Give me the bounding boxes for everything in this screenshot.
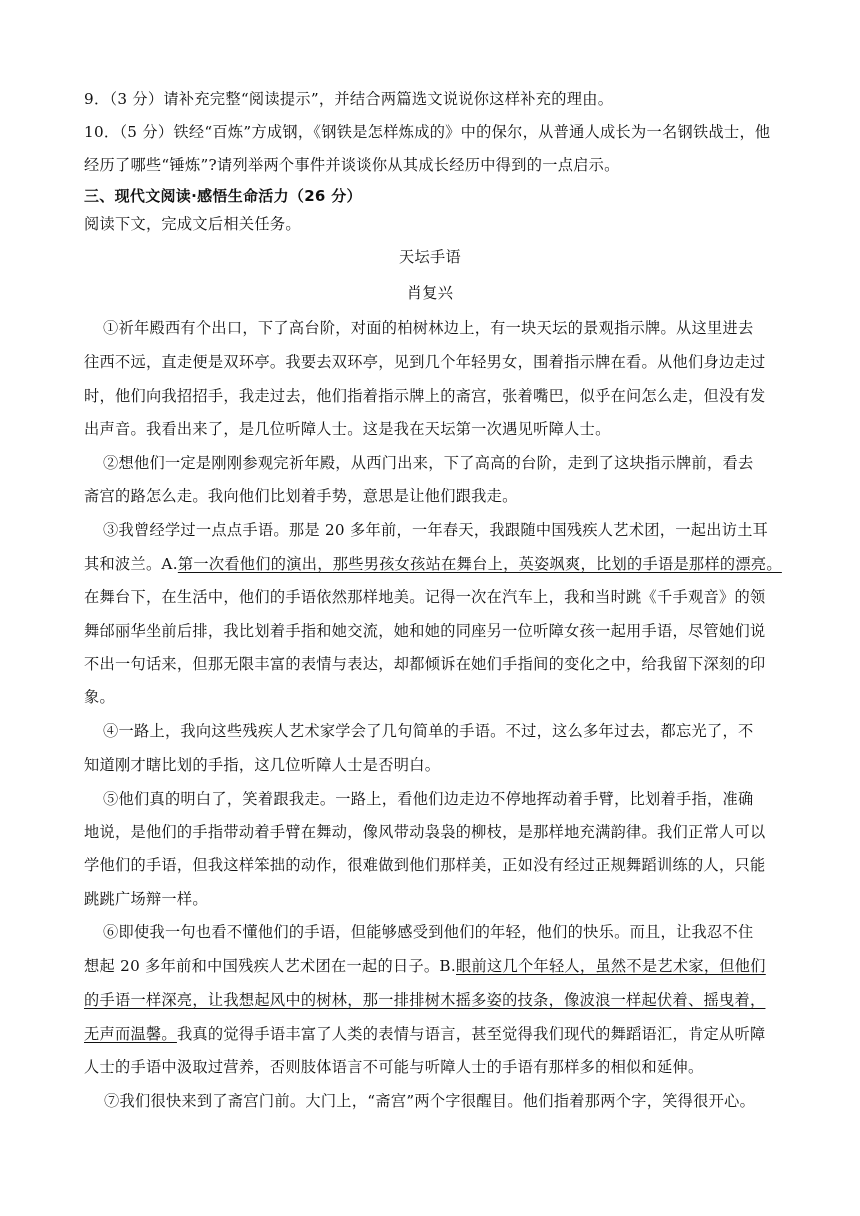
paragraph-1-line-3: 时，他们向我招招手，我走过去，他们指着指示牌上的斋宫，张着嘴巴，似乎在问怎么走，但没有发 xyxy=(84,387,766,405)
paragraph-3-line-3: 在舞台下，在生活中，他们的手语依然那样地美。记得一次在汽车上，我和当时跳《千手观音》的领 xyxy=(84,588,766,606)
article-title: 天坛手语 xyxy=(399,248,461,266)
paragraph-4-line-2: 知道刚才瞎比划的手指，这几位听障人士是否明白。 xyxy=(84,756,441,774)
paragraph-6-line-2 xyxy=(84,956,784,976)
paragraph-6-line-5: 人士的手语中汲取过营养，否则肢体语言不可能与听障人士的手语有那样多的相似和延伸。 xyxy=(84,1058,704,1076)
paragraph-5-line-2: 地说，是他们的手指带动着手臂在舞动，像风带动袅袅的柳枝，是那样地充满韵律。我们正常人可以 xyxy=(84,823,766,841)
paragraph-6-line-4 xyxy=(84,1024,784,1044)
paragraph-3-line-2-lead: 其和波兰。A. xyxy=(84,555,178,573)
paragraph-2-line-2: 斋宫的路怎么走。我向他们比划着手势，意思是让他们跟我走。 xyxy=(84,487,518,505)
paragraph-3-line-2 xyxy=(84,554,784,574)
underlined-sentence-b-part-1: 眼前这几个年轻人，虽然不是艺术家，但他们 xyxy=(456,957,766,975)
underlined-sentence-a: 第一次看他们的演出，那些男孩女孩站在舞台上，英姿飒爽，比划的手语是那样的漂亮。 xyxy=(177,555,782,573)
paragraph-3-line-5: 不出一句话来，但那无限丰富的表情与表达，却都倾诉在她们手指间的变化之中，给我留下深刻的印 xyxy=(84,655,766,673)
underlined-sentence-b-part-3: 无声而温馨。 xyxy=(84,1025,177,1043)
question-10-line-2: 经历了哪些“锤炼”?请列举两个事件并谈谈你从其成长经历中得到的一点启示。 xyxy=(84,156,620,174)
paragraph-5-line-3: 学他们的手语，但我这样笨拙的动作，很难做到他们那样美，正如没有经过正规舞蹈训练的人，只能 xyxy=(84,856,766,874)
paragraph-5-line-4: 跳跳广场辩一样。 xyxy=(84,890,208,908)
question-10-line-1: 10．（5 分）铁经“百炼”方成钢，《钢铁是怎样炼成的》中的保尔，从普通人成长为一名钢铁战士，他 xyxy=(84,123,771,141)
paragraph-3-line-6: 象。 xyxy=(84,688,115,706)
underlined-sentence-b-part-2: 的手语一样深亮，让我想起风中的树林，那一排排树木摇多姿的技条，像波浪一样起伏着、摇曳着， xyxy=(84,991,766,1009)
paragraph-1-line-1: ①祈年殿西有个出口，下了高台阶，对面的柏树林边上，有一块天坛的景观指示牌。从这里进去 xyxy=(103,319,754,337)
paragraph-3-line-4: 舞邰丽华坐前后排，我比划着手指和她交流，她和她的同座另一位听障女孩一起用手语，尽管她们说 xyxy=(84,622,766,640)
paragraph-6-line-1: ⑥即使我一句也看不懂他们的手语，但能够感受到他们的年轻，他们的快乐。而且，让我忍不住 xyxy=(103,923,754,941)
paragraph-6-line-3 xyxy=(84,990,784,1010)
article-author: 肖复兴 xyxy=(406,284,454,302)
paragraph-5-line-1: ⑤他们真的明白了，笑着跟我走。一路上，看他们边走边不停地挥动着手臂，比划着手指，准确 xyxy=(103,790,754,808)
paragraph-6-line-2-lead: 想起 20 多年前和中国残疾人艺术团在一起的日子。B. xyxy=(84,957,457,975)
paragraph-4-line-1: ④一路上，我向这些残疾人艺术家学会了几句简单的手语。不过，这么多年过去，都忘光了，不 xyxy=(103,722,754,740)
paragraph-1-line-4: 出声音。我看出来了，是几位听障人士。这是我在天坛第一次遇见听障人士。 xyxy=(84,420,611,438)
paragraph-6-line-4-tail: 我真的觉得手语丰富了人类的表情与语言，甚至觉得我们现代的舞蹈语汇，肯定从听障 xyxy=(176,1025,766,1043)
paragraph-7-line-1: ⑦我们很快来到了斋宫门前。大门上，“斋宫”两个字很醒目。他们指着那两个字，笑得很开心。 xyxy=(104,1092,756,1110)
question-9: 9．（3 分）请补充完整“阅读提示”，并结合两篇选文说说你这样补充的理由。 xyxy=(84,90,614,108)
paragraph-3-line-1: ③我曾经学过一点点手语。那是 20 多年前，一年春天，我跟随中国残疾人艺术团，一起出访土耳 xyxy=(103,521,769,539)
section-instruction: 阅读下文，完成文后相关任务。 xyxy=(84,215,301,233)
paragraph-2-line-1: ②想他们一定是刚刚参观完祈年殿，从西门出来，下了高高的台阶，走到了这块指示牌前，看去 xyxy=(103,454,754,472)
paragraph-1-line-2: 往西不远，直走便是双环亭。我要去双环亭，见到几个年轻男女，围着指示牌在看。从他们身边走过 xyxy=(84,353,766,371)
section-heading: 三、现代文阅读·感悟生命活力（26 分） xyxy=(84,187,362,205)
